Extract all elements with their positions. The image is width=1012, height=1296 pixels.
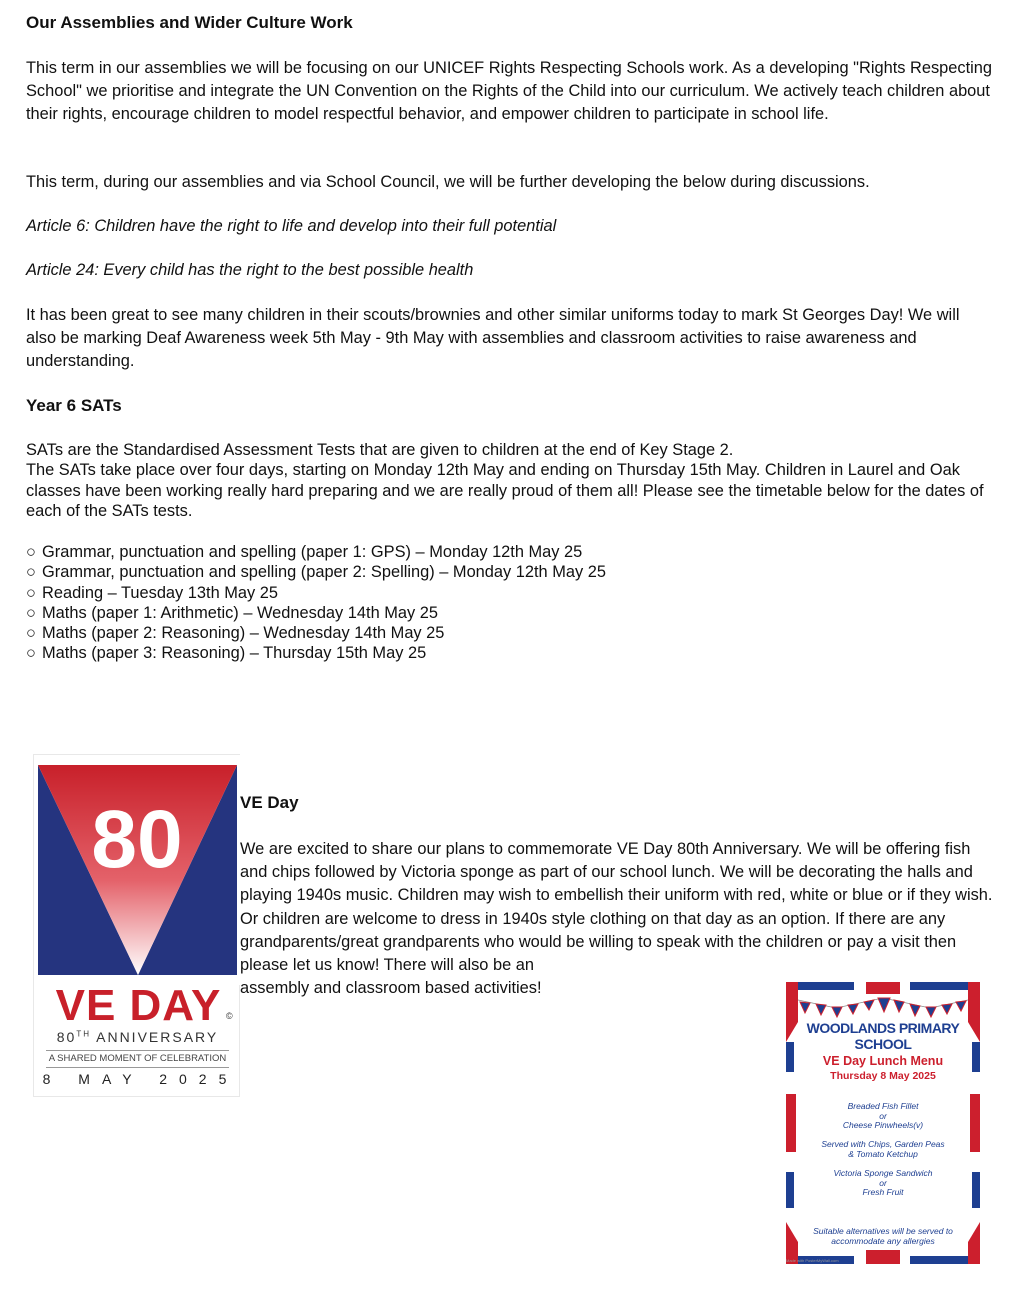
assemblies-heading: Our Assemblies and Wider Culture Work: [26, 13, 353, 32]
bullet-icon: ○: [26, 624, 36, 643]
ve-day-80-logo: [33, 754, 240, 1097]
menu-dessert-option-1: Victoria Sponge Sandwich: [833, 1168, 933, 1178]
menu-title: VE Day Lunch Menu: [822, 1054, 944, 1068]
sats-intro-line-1: SATs are the Standardised Assessment Tests that are given to children at the end of Key Stage 2.: [26, 441, 734, 459]
menu-or: or: [879, 1110, 887, 1121]
sats-intro-paragraph: [26, 440, 1001, 521]
assemblies-discussion-paragraph: This term, during our assemblies and via School Council, we will be further developing the below during discussions.: [26, 173, 870, 191]
assemblies-intro-paragraph: This term in our assemblies we will be focusing on our UNICEF Rights Respecting Schools work. As a developing "Rights Respecting School" we prioritise and integrate the UN Convention on the Rights of the Child into our curriculum. We actively teach children about their rights, encourage children to model respectful behavior, and empower children to participate in school life.: [26, 59, 993, 124]
menu-sides-line-2: & Tomato Ketchup: [848, 1148, 918, 1159]
sats-intro-line-2: The SATs take place over four days, starting on Monday 12th May and ending on Thursday 15th May. Children in Laurel and Oak classes have been working really hard preparing and we are really proud of them all! Please see the timetable below for the dates of each of the SATs tests.: [26, 461, 984, 520]
ve-day-paragraph: [240, 838, 1002, 1000]
menu-main-course: [786, 1102, 980, 1131]
menu-sides-line-1: Served with Chips, Garden Peas: [821, 1139, 945, 1149]
sats-test-text: Grammar, punctuation and spelling (paper 2: Spelling) – Monday 12th May 25: [42, 563, 606, 582]
logo-divider: [46, 1067, 229, 1068]
list-item: [26, 623, 606, 643]
sats-test-text: Maths (paper 1: Arithmetic) – Wednesday 14th May 25: [42, 603, 438, 622]
logo-anniversary-word: ANNIVERSARY: [96, 1029, 219, 1045]
menu-main-option-2: Cheese Pinwheels(v): [842, 1120, 924, 1130]
list-item: [26, 603, 606, 623]
menu-allergy-note: [786, 1226, 980, 1246]
menu-footer-line-2: accommodate any allergies: [831, 1236, 935, 1246]
menu-credit: Made with PosterMyWall.com: [786, 1258, 839, 1263]
logo-date: 8 MAY 2025: [42, 1071, 239, 1087]
sats-test-text: Reading – Tuesday 13th May 25: [42, 583, 278, 602]
ve-day-v-emblem-icon: [34, 755, 241, 985]
logo-shared-moment: A SHARED MOMENT OF CELEBRATION: [48, 1053, 227, 1064]
article-6-text: Article 6: Children have the right to life and develop into their full potential: [26, 217, 557, 235]
menu-school-line-2: SCHOOL: [854, 1036, 912, 1052]
menu-school-line-1: WOODLANDS PRIMARY: [806, 1020, 960, 1036]
list-item: [26, 562, 606, 582]
menu-footer-line-1: Suitable alternatives will be served to: [813, 1226, 953, 1236]
sats-timetable-list: [26, 542, 606, 664]
logo-anniversary-number: 80: [56, 1029, 77, 1045]
ve-day-lunch-menu-poster: [786, 982, 980, 1264]
bullet-icon: ○: [26, 644, 36, 663]
bullet-icon: ○: [26, 583, 36, 602]
menu-or: or: [879, 1177, 887, 1188]
st-georges-paragraph: It has been great to see many children in their scouts/brownies and other similar uniforms today to mark St Georges Day! We will also be marking Deaf Awareness week 5th May - 9th May with assemblies and classroom activities to raise awareness and understanding.: [26, 306, 960, 371]
logo-anniversary-suffix: TH: [76, 1029, 91, 1039]
logo-copyright: ©: [226, 1011, 233, 1021]
ve-day-closing-text: assembly and classroom based activities!: [240, 979, 542, 998]
menu-sides: [786, 1140, 980, 1159]
bullet-icon: ○: [26, 563, 36, 582]
sats-test-text: Maths (paper 2: Reasoning) – Wednesday 14th May 25: [42, 624, 445, 643]
logo-divider: [46, 1050, 229, 1051]
logo-ve-day-text: VE DAY: [55, 981, 222, 1030]
sats-test-text: Grammar, punctuation and spelling (paper 1: GPS) – Monday 12th May 25: [42, 543, 583, 561]
list-item: [26, 583, 606, 603]
sats-test-text: Maths (paper 3: Reasoning) – Thursday 15th May 25: [42, 644, 427, 663]
bullet-icon: ○: [26, 603, 36, 622]
menu-dessert: [786, 1169, 980, 1198]
list-item: [26, 542, 606, 562]
list-item: [26, 643, 606, 663]
ve-day-main-text: We are excited to share our plans to commemorate VE Day 80th Anniversary. We will be offering fish and chips followed by Victoria sponge as part of our school lunch. We will be decorating the halls and playing 1940s music. Children may wish to embellish their uniform with red, white or blue or if they wish. Or children are welcome to dress in 1940s style clothing on that day as an option. If there are any grandparents/great grandparents who would be willing to speak with the children or pay a visit then please let us know! There will also be an: [240, 840, 993, 975]
menu-main-option-1: Breaded Fish Fillet: [847, 1101, 919, 1111]
article-24-text: Article 24: Every child has the right to the best possible health: [26, 261, 474, 279]
sats-heading: Year 6 SATs: [26, 396, 122, 415]
logo-80-number: 80: [91, 794, 183, 885]
logo-anniversary: [34, 1029, 241, 1045]
bullet-icon: ○: [26, 543, 36, 561]
menu-date: Thursday 8 May 2025: [830, 1070, 936, 1082]
menu-school-name: [786, 1020, 980, 1052]
menu-dessert-option-2: Fresh Fruit: [862, 1187, 904, 1197]
ve-day-heading: VE Day: [240, 793, 299, 812]
